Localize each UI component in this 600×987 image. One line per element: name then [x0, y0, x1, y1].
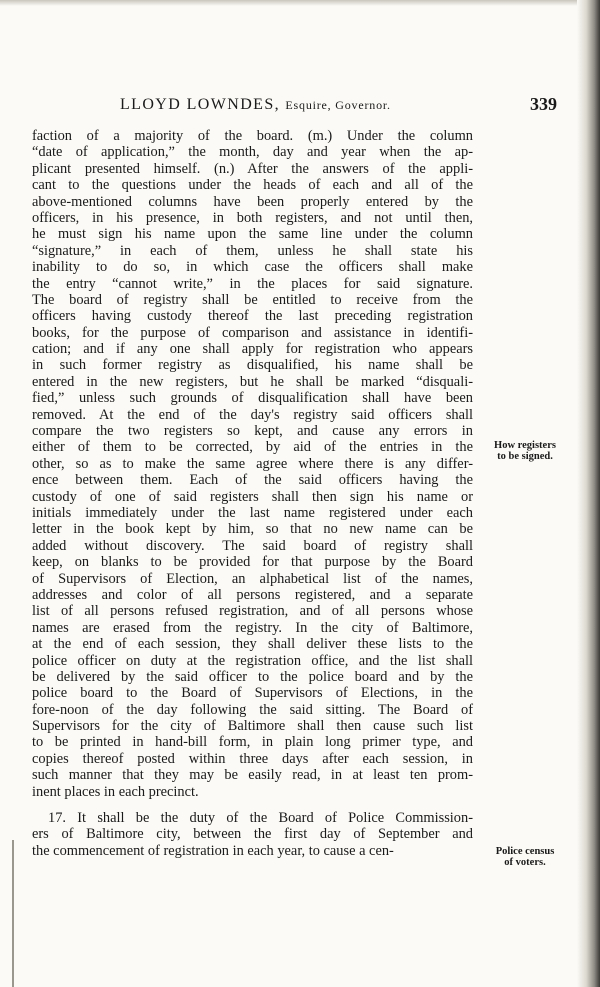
text-line: Supervisors for the city of Baltimore shall then cause such list — [32, 718, 473, 735]
text-line: cant to the questions under the heads of each and all of the — [32, 177, 473, 194]
text-line: to be printed in hand-bill form, in plain long primer type, and — [32, 734, 473, 751]
text-line: inent places in each precinct. — [32, 783, 199, 800]
text-line: officers having custody thereof the last preceding registration — [32, 308, 473, 325]
running-head-name: LLOYD LOWNDES, — [120, 96, 286, 113]
text-line: fied,” unless such grounds of disqualification shall have been — [32, 390, 473, 407]
text-line: copies thereof posted within three days after each session, in — [32, 750, 473, 767]
body-text — [32, 128, 473, 859]
text-line: be delivered by the said officer to the police board and by the — [32, 668, 473, 685]
running-head — [120, 96, 470, 114]
text-line: The board of registry shall be entitled to receive from the — [32, 291, 473, 308]
running-head-title: Esquire, Governor. — [285, 98, 391, 112]
page-top-edge — [0, 0, 600, 6]
text-line: at the end of each session, they shall deliver these lists to the — [32, 636, 473, 653]
text-line: keep, on blanks to be provided for that purpose by the Board — [32, 554, 473, 571]
text-line: in such former registry as disqualified, his name shall be — [32, 357, 473, 374]
text-line: entered in the new registers, but he shall be marked “disquali- — [32, 373, 473, 390]
text-line: such manner that they may be easily read, in at least ten prom- — [32, 767, 473, 784]
text-line: police board to the Board of Supervisors of Elections, in the — [32, 685, 473, 702]
page-number: 339 — [530, 94, 557, 114]
text-line: removed. At the end of the day's registry said officers shall — [32, 406, 473, 423]
text-line: custody of one of said registers shall then sign his name or — [32, 488, 473, 505]
text-line: the entry “cannot write,” in the places for said signature. — [32, 275, 473, 292]
text-line: either of them to be corrected, by aid of the entries in the — [32, 439, 473, 456]
margin-note-census — [470, 846, 580, 868]
text-line: names are erased from the registry. In the city of Baltimore, — [32, 619, 473, 636]
text-line: “date of application,” the month, day and year when the ap- — [32, 144, 473, 161]
margin-note-registers — [470, 440, 580, 462]
text-line: “signature,” in each of them, unless he shall state his — [32, 242, 473, 259]
text-line: police officer on duty at the registration office, and the list shall — [32, 652, 473, 669]
text-line: list of all persons refused registration, and of all persons whose — [32, 603, 473, 620]
text-line: fore-noon of the day following the said sitting. The Board of — [32, 701, 473, 718]
text-line: above-mentioned columns have been properly entered by the — [32, 193, 473, 210]
text-line: cation; and if any one shall apply for registration who appears — [32, 341, 473, 358]
book-spine-shadow — [577, 0, 600, 987]
margin-note-census-line1: Police census — [495, 846, 555, 857]
text-line: the commencement of registration in each year, to cause a cen- — [32, 842, 394, 859]
gutter-line — [12, 840, 14, 987]
text-line: compare the two registers so kept, and cause any errors in — [32, 423, 473, 440]
text-line: ence between them. Each of the said officers having the — [32, 472, 473, 489]
text-line: of Supervisors of Election, an alphabetical list of the names, — [32, 570, 473, 587]
paragraph-gap — [32, 800, 473, 810]
paragraph-police-census — [32, 810, 473, 859]
text-line: ers of Baltimore city, between the first day of September and — [32, 826, 473, 843]
margin-note-registers-line1: How registers — [494, 440, 556, 451]
margin-note-census-line2: of voters. — [504, 857, 546, 868]
text-line: officers, in his presence, in both registers, and not until then, — [32, 209, 473, 226]
text-line: faction of a majority of the board. (m.) Under the column — [32, 128, 473, 144]
text-line: other, so as to make the same agree where there is any differ- — [32, 455, 473, 472]
margin-note-registers-line2: to be signed. — [497, 451, 553, 462]
text-line: letter in the book kept by him, so that no new name can be — [32, 521, 473, 538]
paragraph-registry — [32, 128, 473, 800]
text-line: added without discovery. The said board of registry shall — [32, 537, 473, 554]
text-line: inability to do so, in which case the officers shall make — [32, 259, 473, 276]
text-line: addresses and color of all persons registered, and a separate — [32, 586, 473, 603]
text-line: plicant presented himself. (n.) After the answers of the appli- — [32, 160, 473, 177]
text-line: books, for the purpose of comparison and assistance in identifi- — [32, 324, 473, 341]
text-line: 17. It shall be the duty of the Board of Police Commission- — [48, 810, 473, 827]
text-line: he must sign his name upon the same line under the column — [32, 226, 473, 243]
text-line: initials immediately under the last name registered under each — [32, 504, 473, 521]
